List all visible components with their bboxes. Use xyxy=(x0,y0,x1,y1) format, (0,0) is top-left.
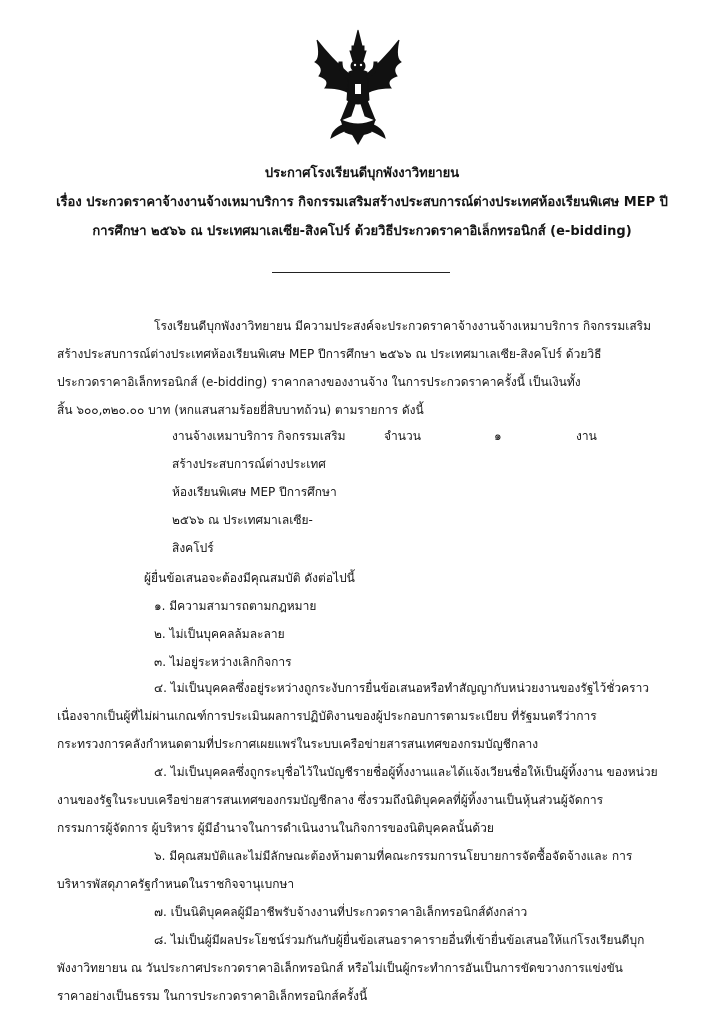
qualification-8-cont: พังงาวิทยายน ณ วันประกาศประกวดราคาอิเล็กทรอนิกส์ หรือไม่เป็นผู้กระทำการอันเป็นการขัดขวางการแข่งขัน xyxy=(57,961,623,975)
intro-line-2: สร้างประสบการณ์ต่างประเทศห้องเรียนพิเศษ MEP ปีการศึกษา ๒๕๖๖ ณ ประเทศมาเลเซีย-สิงคโปร์ ด้วยวิธี xyxy=(57,347,602,361)
item-description-line: สิงคโปร์ xyxy=(172,541,214,555)
intro-line-1: โรงเรียนดีบุกพังงาวิทยายน มีความประสงค์จะประกวดราคาจ้างงานจ้างเหมาบริการ กิจกรรมเสริม xyxy=(154,319,652,333)
qualification-7: ๗. เป็นนิติบุคคลผู้มีอาชีพรับจ้างงานที่ประกวดราคาอิเล็กทรอนิกส์ดังกล่าว xyxy=(154,905,528,919)
item-quantity-label: จำนวน xyxy=(384,429,421,443)
qualification-2: ๒. ไม่เป็นบุคคลล้มละลาย xyxy=(154,627,285,641)
qualification-6-cont: บริหารพัสดุภาครัฐกำหนดในราชกิจจานุเบกษา xyxy=(57,877,295,891)
qualification-5-cont: กรรมการผู้จัดการ ผู้บริหาร ผู้มีอำนาจในการดำเนินงานในกิจการของนิติบุคคลนั้นด้วย xyxy=(57,821,494,835)
item-unit: งาน xyxy=(576,429,597,443)
qualification-6: ๖. มีคุณสมบัติและไม่มีลักษณะต้องห้ามตามที่คณะกรรมการนโยบายการจัดซื้อจัดจ้างและ การ xyxy=(154,849,633,863)
subject-line-2: การศึกษา ๒๕๖๖ ณ ประเทศมาเลเซีย-สิงคโปร์ ด้วยวิธีประกวดราคาอิเล็กทรอนิกส์ (e-bidding) xyxy=(92,224,632,239)
qualification-3: ๓. ไม่อยู่ระหว่างเลิกกิจการ xyxy=(154,655,292,669)
qualification-1: ๑. มีความสามารถตามกฎหมาย xyxy=(154,599,317,613)
qualification-5: ๕. ไม่เป็นบุคคลซึ่งถูกระบุชื่อไว้ในบัญชีรายชื่อผู้ทิ้งงานและได้แจ้งเวียนชื่อให้เป็นผู้ทิ้งงาน ของหน่วย xyxy=(154,765,658,779)
qualification-8-cont: ราคาอย่างเป็นธรรม ในการประกวดราคาอิเล็กทรอนิกส์ครั้งนี้ xyxy=(57,989,368,1003)
title-divider xyxy=(272,272,450,273)
garuda-emblem-icon xyxy=(311,28,405,146)
item-description-line: งานจ้างเหมาบริการ กิจกรรมเสริม xyxy=(172,429,346,443)
qualifications-heading: ผู้ยื่นข้อเสนอจะต้องมีคุณสมบัติ ดังต่อไปนี้ xyxy=(144,571,355,585)
qualification-8: ๘. ไม่เป็นผู้มีผลประโยชน์ร่วมกันกับผู้ยื่นข้อเสนอราคารายอื่นที่เข้ายื่นข้อเสนอให้แก่โรงเรียนดีบุก xyxy=(154,933,645,947)
qualification-5-cont: งานของรัฐในระบบเครือข่ายสารสนเทศของกรมบัญชีกลาง ซึ่งรวมถึงนิติบุคคลที่ผู้ทิ้งงานเป็นหุ้นส่วนผู้จัดการ xyxy=(57,793,604,807)
announcement-title: ประกาศโรงเรียนดีบุกพังงาวิทยายน xyxy=(264,166,460,181)
item-description-line: ๒๕๖๖ ณ ประเทศมาเลเซีย- xyxy=(172,513,313,527)
subject-line-1: เรื่อง ประกวดราคาจ้างงานจ้างเหมาบริการ กิจกรรมเสริมสร้างประสบการณ์ต่างประเทศห้องเรียนพิเศษ MEP ปี xyxy=(56,195,668,210)
item-quantity: ๑ xyxy=(494,429,502,443)
intro-line-4: สิ้น ๖๐๐,๓๒๐.๐๐ บาท (หกแสนสามร้อยยี่สิบบาทถ้วน) ตามรายการ ดังนี้ xyxy=(57,403,424,417)
intro-line-3: ประกวดราคาอิเล็กทรอนิกส์ (e-bidding) ราคากลางของงานจ้าง ในการประกวดราคาครั้งนี้ เป็นเงินทั้ง xyxy=(57,375,581,389)
item-description-line: สร้างประสบการณ์ต่างประเทศ xyxy=(172,457,326,471)
qualification-4-cont: เนื่องจากเป็นผู้ที่ไม่ผ่านเกณฑ์การประเมินผลการปฏิบัติงานของผู้ประกอบการตามระเบียบ ที่รัฐมนตรีว่าการ xyxy=(57,709,597,723)
qualification-4-cont: กระทรวงการคลังกำหนดตามที่ประกาศเผยแพร่ในระบบเครือข่ายสารสนเทศของกรมบัญชีกลาง xyxy=(57,737,539,751)
item-description-line: ห้องเรียนพิเศษ MEP ปีการศึกษา xyxy=(172,485,337,499)
qualification-4: ๔. ไม่เป็นบุคคลซึ่งอยู่ระหว่างถูกระงับการยื่นข้อเสนอหรือทำสัญญากับหน่วยงานของรัฐไว้ชั่วคราว xyxy=(154,681,650,695)
